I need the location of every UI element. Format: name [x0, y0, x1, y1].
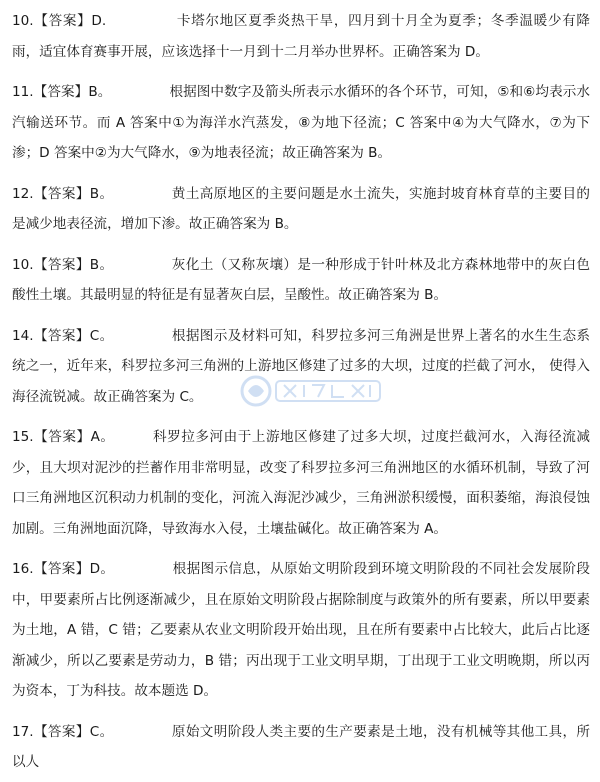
- answer-item-15: [12, 422, 590, 544]
- answer-label: 10.【答案】B。: [12, 256, 114, 273]
- answer-item-10b: [12, 250, 590, 311]
- answer-item-11: [12, 77, 590, 169]
- answer-label: 15.【答案】A。: [12, 429, 115, 445]
- answer-explanation: 灰化土（又称灰壤）是一种形成于针叶林及北方森林地带中的灰白色酸性土壤。其最明显的特征是有显著灰白层，呈酸性。故正确答案为 B。: [12, 256, 591, 303]
- answer-item-14: [12, 321, 590, 413]
- answer-explanation: 黄土高原地区的主要问题是水土流失，实施封坡育林育草的主要目的是减少地表径流，增加下渗。故正确答案为 B。: [12, 185, 591, 232]
- answer-label: 10.【答案】D.: [12, 13, 107, 29]
- answer-explanation: 原始文明阶段人类主要的生产要素是土地，没有机械等其他工具，所以人: [12, 723, 590, 770]
- answer-label: 17.【答案】C。: [12, 723, 114, 740]
- answer-explanation: 根据图示信息，从原始文明阶段到环境文明阶段的不同社会发展阶段中，甲要素所占比例逐渐减少，且在原始文明阶段占据除制度与政策外的所有要素，所以甲要素为土地，A 错，C 错；乙要素从农业文明阶段开始出现，且在所有要素中占比较大，此后占比逐渐减少，所以乙要素是劳动力，B 错；丙出现于工业文明早期，丁出现于工业文明晚期，所以丙为资本，丁为科技。故本题选 D。: [12, 561, 591, 699]
- answer-label: 16.【答案】D。: [12, 561, 115, 577]
- answer-label: 14.【答案】C。: [12, 327, 114, 344]
- answer-item-10a: [12, 6, 590, 67]
- answer-item-17: [12, 717, 590, 778]
- answer-explanation: 卡塔尔地区夏季炎热干旱，四月到十月全为夏季；冬季温暖少有降雨，适宜体育赛事开展，应该选择十一月到十二月举办世界杯。正确答案为 D。: [12, 13, 590, 60]
- answer-explanation: 根据图中数字及箭头所表示水循环的各个环节，可知，⑤和⑥均表示水汽输送环节。而 A 答案中①为海洋水汽蒸发，⑧为地下径流；C 答案中④为大气降水，⑦为下渗；D 答案中②为大气降水，⑨为地表径流；故正确答案为 B。: [12, 84, 590, 161]
- answer-item-16: [12, 554, 590, 707]
- answer-explanation: 科罗拉多河由于上游地区修建了过多大坝，过度拦截河水，入海径流减少，且大坝对泥沙的拦蓄作用非常明显，改变了科罗拉多河三角洲地区的水循环机制，导致了河口三角洲地区沉积动力机制的变化，河流入海泥沙减少，三角洲淤积缓慢，面积萎缩，海浪侵蚀加剧。三角洲地面沉降，导致海水入侵，土壤盐碱化。故正确答案为 A。: [12, 429, 591, 537]
- answer-label: 12.【答案】B。: [12, 185, 114, 202]
- answer-item-12: [12, 179, 590, 240]
- answer-explanation: 根据图示及材料可知，科罗拉多河三角洲是世界上著名的水生生态系统之一，近年来，科罗拉多河三角洲的上游地区修建了过多的大坝，过度的拦截了河水， 使得入海径流锐减。故正确答案为 C。: [12, 327, 590, 405]
- answer-label: 11.【答案】B。: [12, 84, 112, 100]
